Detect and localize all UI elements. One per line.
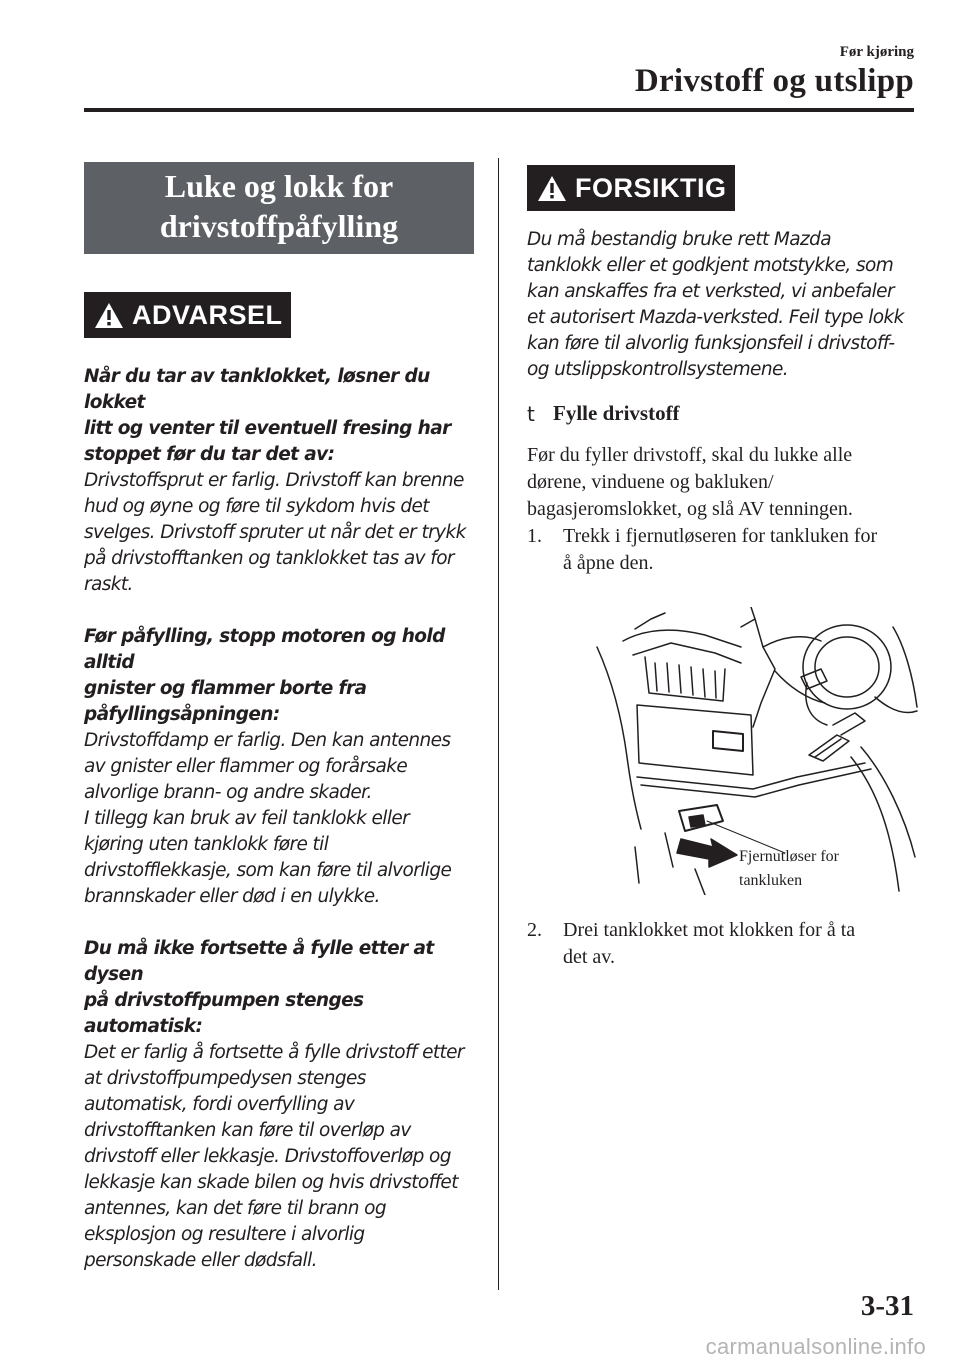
- warning-2-heading-line: påfyllingsåpningen:: [84, 704, 280, 725]
- warning-block-3: [84, 936, 474, 1274]
- caution-text-line: tanklokk eller et godkjent motstykke, som: [527, 255, 894, 276]
- section-title-box: [84, 162, 474, 254]
- warning-block-2: [84, 624, 474, 910]
- warning-3-heading-line: på drivstoffpumpen stenges automatisk:: [84, 990, 364, 1037]
- warning-3-text-line: antennes, kan det føre til brann og: [84, 1198, 387, 1219]
- page-number: 3-31: [860, 1290, 914, 1322]
- warning-label-text: ADVARSEL: [132, 299, 283, 330]
- caution-label: [527, 165, 735, 211]
- warning-3-text-line: eksplosjon og resultere i alvorlig: [84, 1224, 365, 1245]
- warning-1-text-line: raskt.: [84, 574, 133, 595]
- subheading: [527, 401, 917, 426]
- warning-3-heading-line: Du må ikke fortsette å fylle etter at dysen: [84, 938, 434, 985]
- step-2-number: 2.: [527, 919, 542, 941]
- warning-2-text-line: drivstofflekkasje, som kan føre til alvorlige: [84, 860, 452, 881]
- warning-3-text-line: drivstofftanken kan føre til overløp av: [84, 1120, 411, 1141]
- caution-text-line: kan anskaffes fra et verksted, vi anbefaler: [527, 281, 894, 302]
- warning-1-heading-line: Når du tar av tanklokket, løsner du lokket: [84, 366, 430, 413]
- illustration-callout: [739, 845, 839, 893]
- warning-3-text-line: automatisk, fordi overfylling av: [84, 1094, 355, 1115]
- intro-line: bagasjeromslokket, og slå AV tenningen.: [527, 498, 853, 520]
- step-1: [527, 523, 917, 577]
- caution-text-line: Du må bestandig bruke rett Mazda: [527, 229, 831, 250]
- left-column: [84, 162, 474, 1274]
- warning-1-heading-line: stoppet før du tar det av:: [84, 444, 335, 465]
- step-2-line: Drei tanklokket mot klokken for å ta: [563, 919, 856, 941]
- section-title-line-1: Luke og lokk for: [164, 168, 394, 204]
- step-1-number: 1.: [527, 525, 542, 547]
- warning-3-text-line: personskade eller dødsfall.: [84, 1250, 317, 1271]
- warning-1-text-line: Drivstoffsprut er farlig. Drivstoff kan brenne: [84, 470, 464, 491]
- warning-2-text-line: alvorlige brann- og andre skader.: [84, 782, 372, 803]
- step-1-line: å åpne den.: [563, 552, 654, 574]
- caution-label-text: FORSIKTIG: [575, 172, 727, 203]
- warning-2-text-line: brannskader eller død i en ulykke.: [84, 886, 380, 907]
- column-divider: [498, 158, 499, 1290]
- step-2-line: det av.: [563, 946, 616, 968]
- right-column: [527, 165, 917, 971]
- caution-text: [527, 227, 917, 383]
- warning-triangle-icon: [94, 302, 124, 329]
- warning-2-heading-line: gnister og flammer borte fra: [84, 678, 367, 699]
- caution-text-line: et autorisert Mazda-verksted. Feil type lokk: [527, 307, 904, 328]
- chapter-title: Drivstoff og utslipp: [634, 63, 914, 99]
- subheading-bullet: t: [527, 401, 535, 426]
- warning-2-text-line: kjøring uten tanklokk føre til: [84, 834, 329, 855]
- remote-release-illustration: [575, 607, 921, 895]
- watermark: carmanualsonline.info: [705, 1334, 926, 1359]
- section-title-line-2: drivstoffpåfylling: [159, 208, 399, 244]
- callout-line: Fjernutløser for: [739, 848, 839, 865]
- warning-2-text-line: av gnister eller flammer og forårsake: [84, 756, 408, 777]
- subheading-text: Fylle drivstoff: [553, 401, 680, 425]
- warning-label: [84, 292, 291, 338]
- caution-text-line: kan føre til alvorlig funksjonsfeil i drivstoff-: [527, 333, 895, 354]
- running-header: [635, 44, 914, 100]
- warning-2-text-line: I tillegg kan bruk av feil tanklokk eller: [84, 808, 410, 829]
- warning-3-text-line: lekkasje kan skade bilen og hvis drivstoffet: [84, 1172, 458, 1193]
- warning-1-text-line: på drivstofftanken og tanklokket tas av for: [84, 548, 454, 569]
- intro-line: Før du fyller drivstoff, skal du lukke alle: [527, 444, 853, 466]
- callout-line: tankluken: [739, 872, 803, 889]
- step-1-line: Trekk i fjernutløseren for tankluken for: [563, 525, 878, 547]
- intro-paragraph: [527, 442, 917, 523]
- intro-line: dørene, vinduene og bakluken/: [527, 471, 774, 493]
- warning-3-text-line: at drivstoffpumpedysen stenges: [84, 1068, 366, 1089]
- step-2: [527, 917, 917, 971]
- warning-1-heading-line: litt og venter til eventuell fresing har: [84, 418, 451, 439]
- warning-1-text-line: svelges. Drivstoff spruter ut når det er trykk: [84, 522, 466, 543]
- section-label: Før kjøring: [839, 44, 914, 60]
- warning-3-text-line: drivstoff eller lekkasje. Drivstoffoverløp og: [84, 1146, 451, 1167]
- warning-block-1: [84, 364, 474, 598]
- warning-1-text-line: hud og øyne og føre til sykdom hvis det: [84, 496, 429, 517]
- caution-text-line: og utslippskontrollsystemene.: [527, 359, 789, 380]
- warning-3-text-line: Det er farlig å fortsette å fylle drivstoff etter: [84, 1042, 464, 1063]
- warning-triangle-icon: [537, 175, 567, 202]
- warning-2-heading-line: Før påfylling, stopp motoren og hold alltid: [84, 626, 445, 673]
- warning-2-text-line: Drivstoffdamp er farlig. Den kan antennes: [84, 730, 451, 751]
- header-rule: [84, 108, 914, 112]
